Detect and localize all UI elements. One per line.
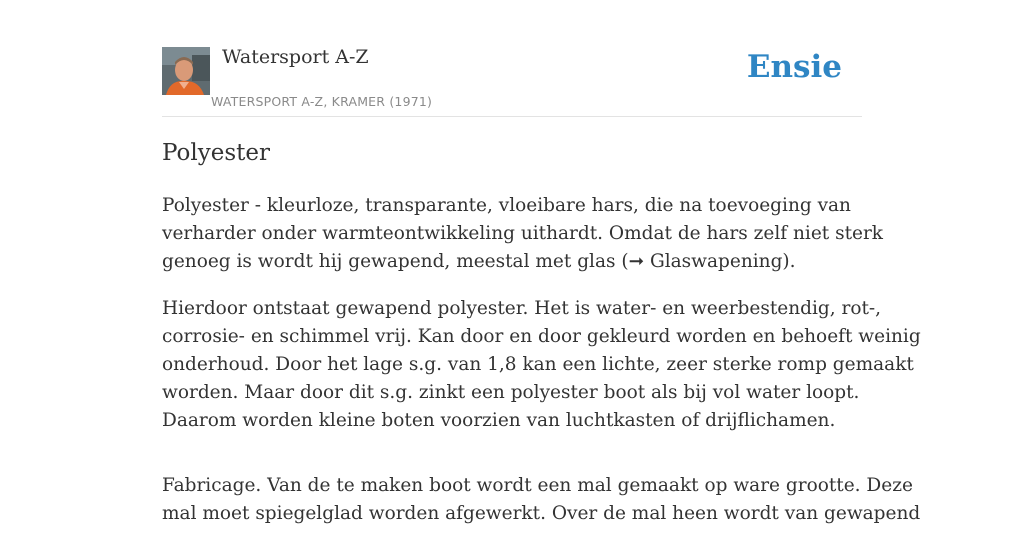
paragraph-3 bbox=[162, 472, 921, 528]
entry-title: Polyester bbox=[162, 140, 271, 166]
header bbox=[162, 44, 862, 117]
text-line: onderhoud. Door het lage s.g. van 1,8 kan een lichte, zeer sterke romp gemaakt bbox=[162, 354, 914, 375]
text-line: genoeg is wordt hij gewapend, meestal met glas (➞ Glaswapening). bbox=[162, 251, 796, 272]
entry-content bbox=[162, 192, 921, 547]
text-line: Polyester - kleurloze, transparante, vloeibare hars, die na toevoeging van bbox=[162, 195, 851, 216]
book-title-link[interactable]: Watersport A-Z bbox=[222, 46, 369, 68]
paragraph-2 bbox=[162, 295, 921, 435]
text-line: mal moet spiegelglad worden afgewerkt. Over de mal heen wordt van gewapend bbox=[162, 503, 921, 524]
text-line: Hierdoor ontstaat gewapend polyester. Het is water- en weerbestendig, rot-, bbox=[162, 298, 882, 319]
paragraph-1 bbox=[162, 192, 884, 276]
avatar-photo-icon bbox=[162, 47, 210, 95]
text-line: corrosie- en schimmel vrij. Kan door en door gekleurd worden en behoeft weinig bbox=[162, 326, 921, 347]
text-line: Daarom worden kleine boten voorzien van luchtkasten of drijflichamen. bbox=[162, 410, 836, 431]
author-avatar[interactable] bbox=[162, 47, 210, 95]
source-label: WATERSPORT A-Z, KRAMER (1971) bbox=[211, 94, 433, 109]
ensie-logo[interactable]: Ensie bbox=[746, 49, 842, 85]
text-line: verharder onder warmteontwikkeling uithardt. Omdat de hars zelf niet sterk bbox=[162, 223, 884, 244]
text-line: Fabricage. Van de te maken boot wordt een mal gemaakt op ware grootte. Deze bbox=[162, 475, 913, 496]
text-line: worden. Maar door dit s.g. zinkt een polyester boot als bij vol water loopt. bbox=[162, 382, 860, 403]
